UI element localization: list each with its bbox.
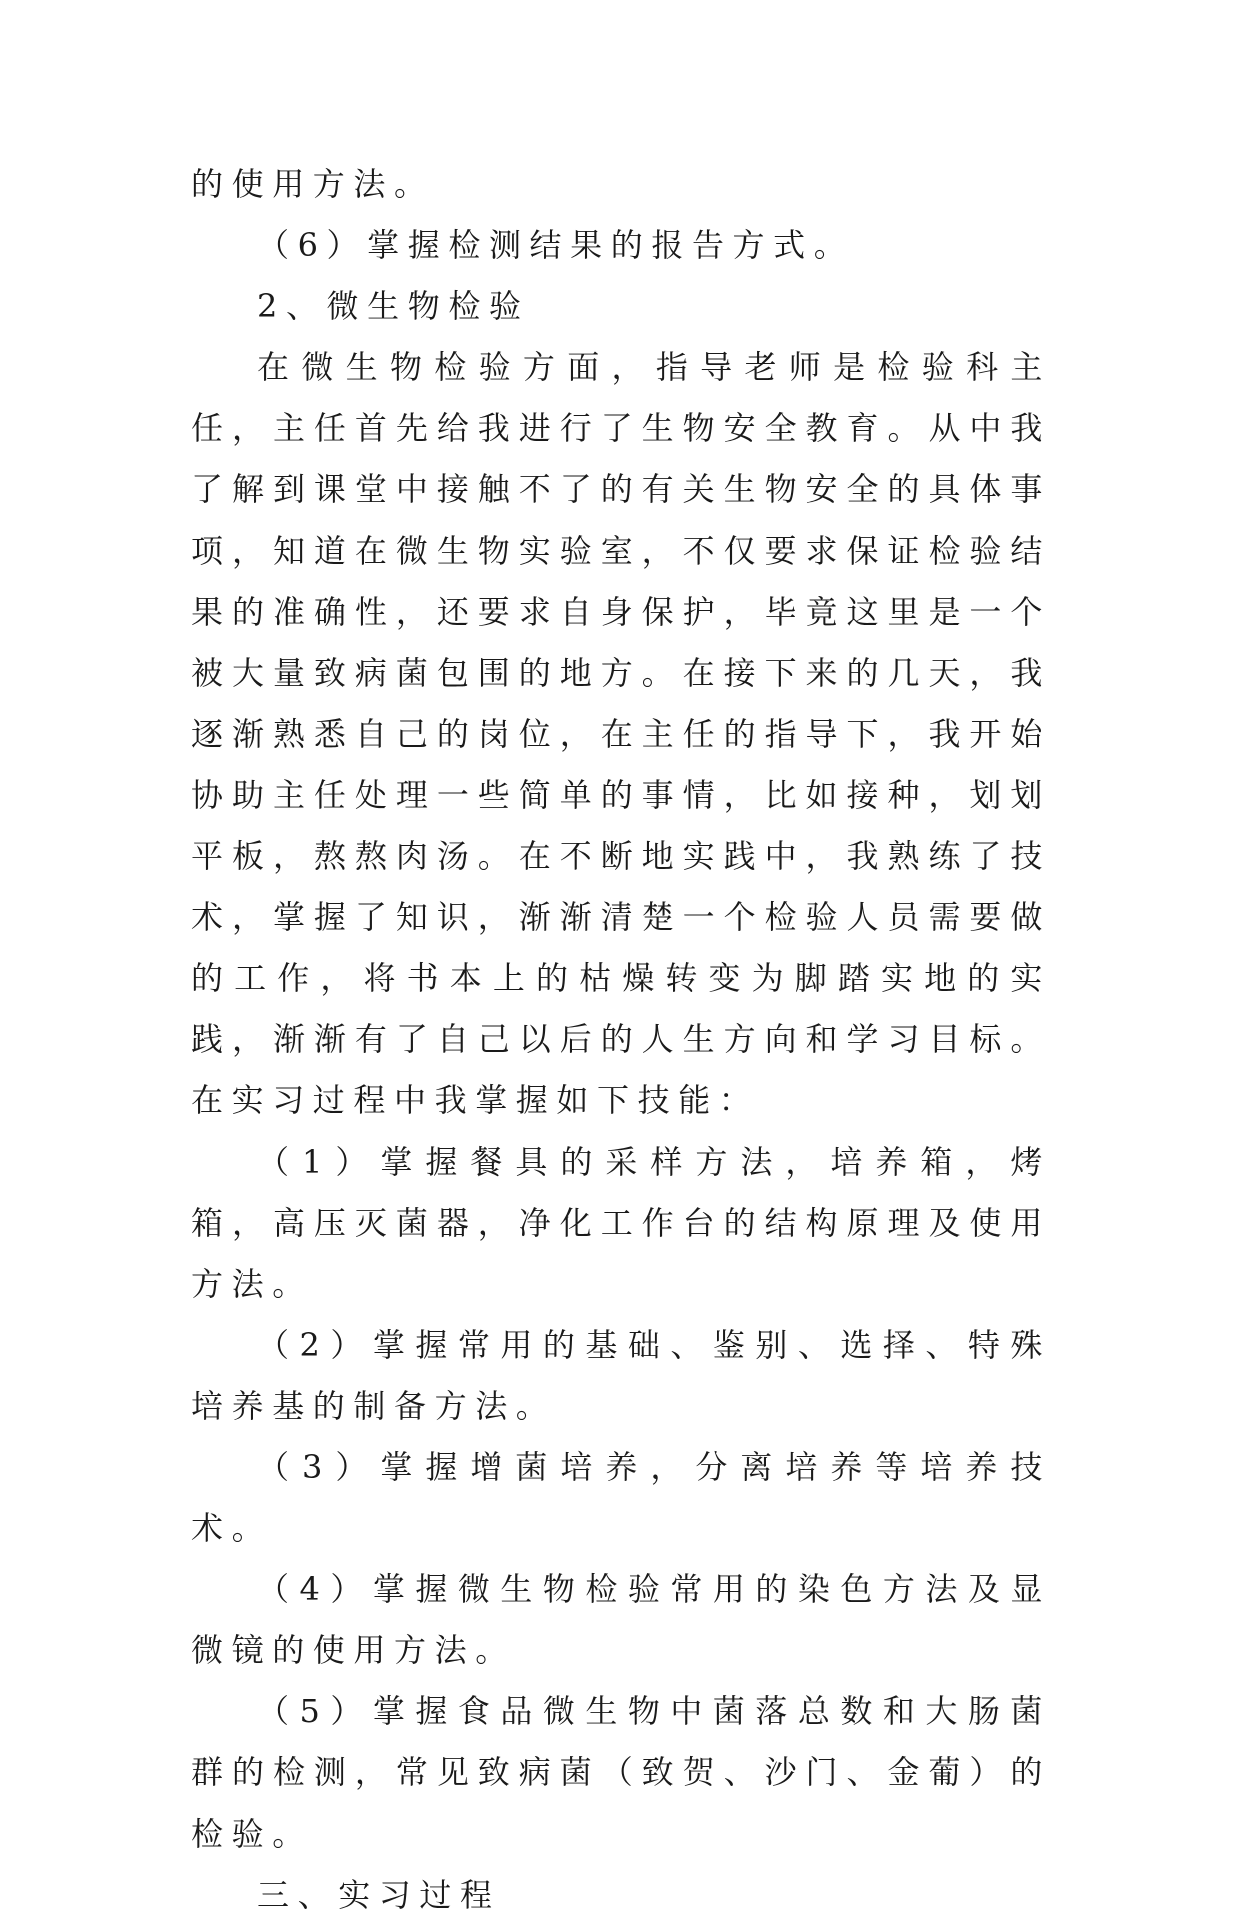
paragraph-item-6: （6）掌握检测结果的报告方式。: [257, 226, 855, 265]
section-heading-microbiology: 2、微生物检验: [257, 287, 530, 326]
paragraph-continuation: 的使用方法。: [191, 165, 435, 203]
document-body: [191, 154, 1051, 1926]
paragraph-item-5: （5）掌握食品微生物中菌落总数和大肠菌群的检测，常见致病菌（致贺、沙门、金葡）的检验。: [191, 1692, 1051, 1853]
paragraph-item-3: （3）掌握增菌培养，分离培养等培养技术。: [191, 1447, 1051, 1548]
section-heading-internship-process: 三、实习过程: [257, 1875, 501, 1914]
paragraph-item-1: （1）掌握餐具的采样方法，培养箱，烤箱，高压灭菌器，净化工作台的结构原理及使用方法。: [191, 1142, 1051, 1303]
paragraph-item-4: （4）掌握微生物检验常用的染色方法及显微镜的使用方法。: [191, 1570, 1051, 1670]
paragraph-microbiology-body: 在微生物检验方面，指导老师是检验科主任，主任首先给我进行了生物安全教育。从中我了解到课堂中接触不了的有关生物安全的具体事项，知道在微生物实验室，不仅要求保证检验结果的准确性，还要求自身保护，毕竟这里是一个被大量致病菌包围的地方。在接下来的几天，我逐渐熟悉自己的岗位，在主任的指导下，我开始协助主任处理一些简单的事情，比如接种，划划平板，熬熬肉汤。在不断地实践中，我熟练了技术，掌握了知识，渐渐清楚一个检验人员需要做的工作，将书本上的枯燥转变为脚踏实地的实践，渐渐有了自己以后的人生方向和学习目标。在实习过程中我掌握如下技能：: [191, 348, 1051, 1120]
paragraph-item-2: （2）掌握常用的基础、鉴别、选择、特殊培养基的制备方法。: [191, 1325, 1051, 1425]
